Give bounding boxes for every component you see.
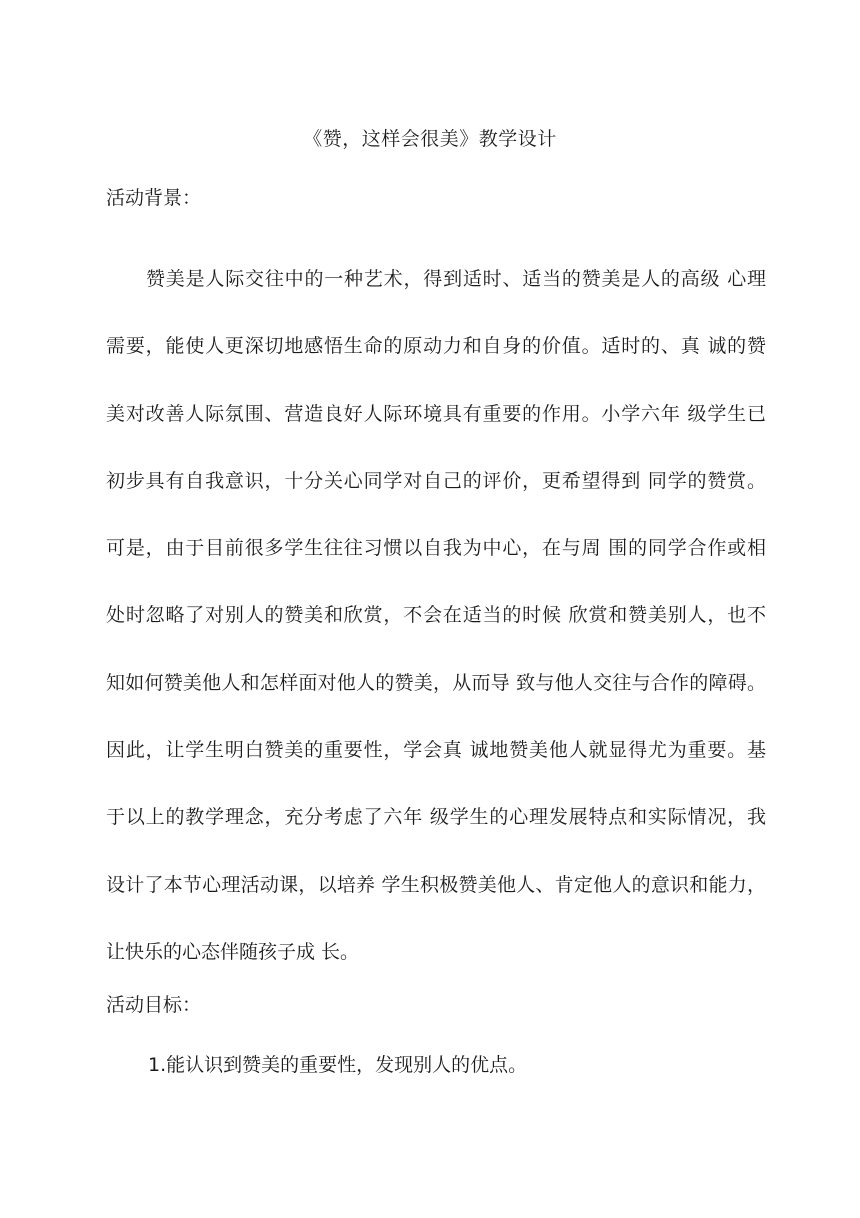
paragraph-line: 赞美是人际交往中的一种艺术，得到适时、适当的赞美是人的高级 心理 [146, 268, 766, 290]
background-paragraph [106, 246, 766, 986]
goal-item: 1.能认识到赞美的重要性，发现别人的优点。 [148, 1054, 528, 1076]
paragraph-line: 美对改善人际氛围、营造良好人际环境具有重要的作用。小学六年 级学生已 [106, 402, 766, 425]
paragraph-line: 于以上的教学理念，充分考虑了六年 级学生的心理发展特点和实际情况，我 [106, 806, 766, 829]
paragraph-line: 知如何赞美他人和怎样面对他人的赞美，从而导 致与他人交往与合作的障碍。 [106, 671, 766, 694]
goals-heading: 活动目标： [106, 994, 202, 1016]
paragraph-line: 设计了本节心理活动课，以培养 学生积极赞美他人、肯定他人的意识和能力， [106, 873, 766, 896]
paragraph-line: 需要，能使人更深切地感悟生命的原动力和自身的价值。适时的、真 诚的赞 [106, 335, 766, 358]
paragraph-line: 初步具有自我意识，十分关心同学对自己的评价，更希望得到 同学的赞赏。 [106, 469, 766, 492]
paragraph-line: 处时忽略了对别人的赞美和欣赏，不会在适当的时候 欣赏和赞美别人，也不 [106, 604, 766, 627]
paragraph-line: 因此，让学生明白赞美的重要性，学会真 诚地赞美他人就显得尤为重要。基 [106, 739, 766, 762]
document-title: 《赞，这样会很美》教学设计 [303, 128, 557, 150]
background-heading: 活动背景： [106, 187, 202, 209]
paragraph-line: 让快乐的心态伴随孩子成 长。 [106, 940, 360, 963]
paragraph-line: 可是，由于目前很多学生往往习惯以自我为中心，在与周 围的同学合作或相 [106, 537, 766, 560]
